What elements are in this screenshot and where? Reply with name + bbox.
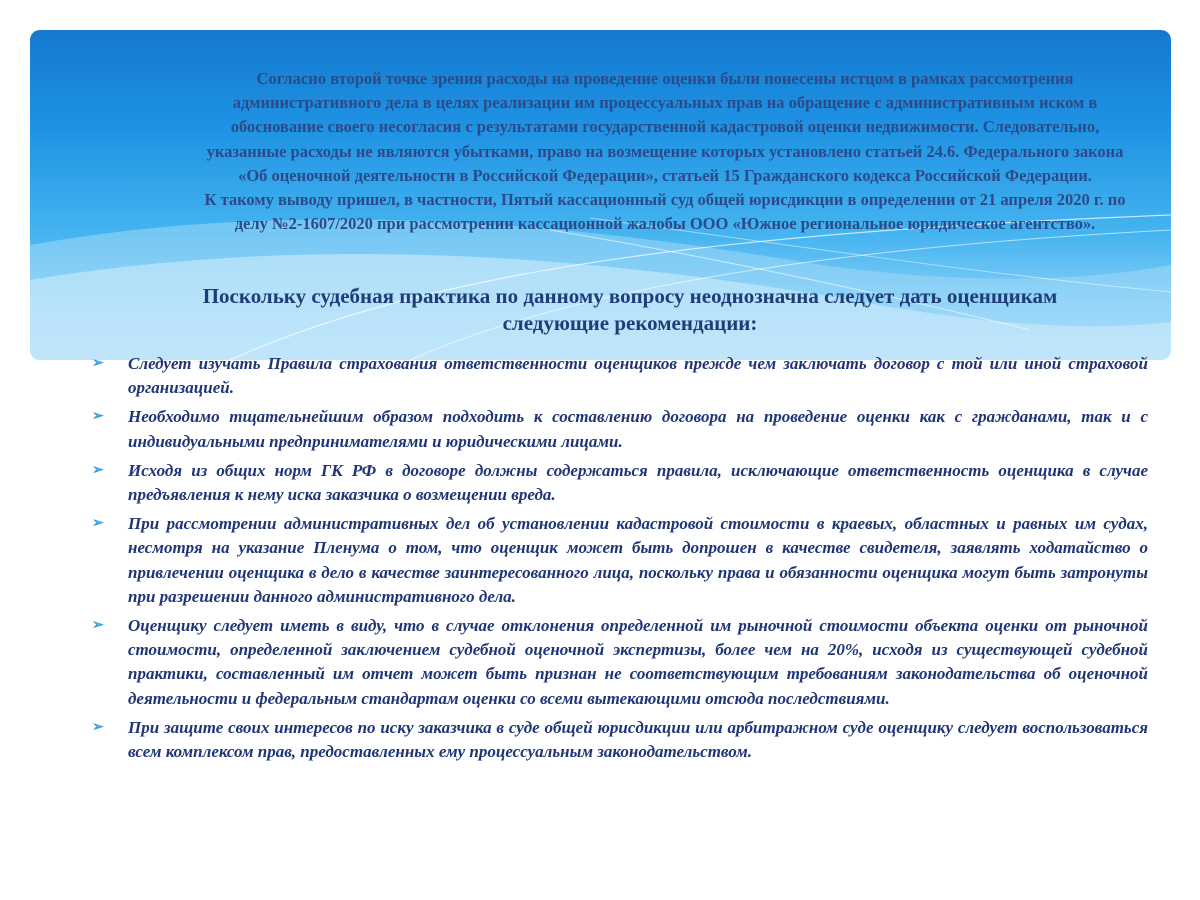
list-item xyxy=(92,716,1148,764)
arrow-bullet-icon: ➢ xyxy=(92,409,104,425)
arrow-bullet-icon: ➢ xyxy=(92,462,104,478)
recommendation-text: При рассмотрении административных дел об установлении кадастровой стоимости в краевых, областных и равных им судах, несмотря на указание Пленума о том, что оценщик может быть допрошен в качестве свидетеля, заявлять ходатайство о привлечении оценщика в дело в качестве заинтересованного лица, поскольку права и обязанности оценщика могут быть затронуты при разрешении данного административного дела. xyxy=(128,514,1148,606)
arrow-bullet-icon: ➢ xyxy=(92,719,104,735)
recommendation-text: Исходя из общих норм ГК РФ в договоре должны содержаться правила, исключающие ответственность оценщика в случае предъявления к нему иска заказчика о возмещении вреда. xyxy=(128,460,1148,505)
intro-paragraph: Согласно второй точке зрения расходы на проведение оценки были понесены истцом в рамках рассмотрения административного дела в целях реализации им процессуальных прав на обращение с административным иском в обоснование своего несогласия с результатами государственной кадастровой оценки недвижимости. Следовательно, указанные расходы не являются убытками, право на возмещение которых установлено статьей 24.6. Федерального закона «Об оценочной деятельности в Российской Федерации», статьей 15 Гражданского кодекса Российской Федерации. xyxy=(206,69,1124,185)
arrow-bullet-icon: ➢ xyxy=(92,618,104,634)
recommendation-text: При защите своих интересов по иску заказчика в суде общей юрисдикции или арбитражном суде оценщику следует воспользоваться всем комплексом прав, предоставленных ему процессуальным законодательством. xyxy=(128,717,1148,762)
recommendation-text: Необходимо тщательнейшим образом подходить к составлению договора на проведение оценки как с гражданами, так и с индивидуальными предпринимателями и юридическими лицами. xyxy=(128,407,1148,451)
recommendation-text: Оценщику следует иметь в виду, что в случае отклонения определенной им рыночной стоимости объекта оценки от рыночной стоимости, определенной заключением судебной оценочной экспертизы, более чем на 20%, исходя из существующей судебной практики, составленный им отчет может быть признан не соответствующим требованиям законодательства об оценочной деятельности и федеральным стандартам оценки со всеми вытекающими отсюда последствиями. xyxy=(128,616,1148,708)
list-item xyxy=(92,512,1148,609)
arrow-bullet-icon: ➢ xyxy=(92,356,104,371)
list-item xyxy=(92,352,1148,400)
arrow-bullet-icon: ➢ xyxy=(92,516,104,532)
list-item xyxy=(92,405,1148,453)
list-item xyxy=(92,614,1148,711)
court-reference-paragraph: К такому выводу пришел, в частности, Пятый кассационный суд общей юрисдикции в определении от 21 апреля 2020 г. по делу №2-1607/2020 при рассмотрении кассационной жалобы ООО «Южное региональное юридическое агентство». xyxy=(204,190,1126,234)
intro-text xyxy=(190,67,1140,236)
list-item xyxy=(92,459,1148,507)
recommendations-list xyxy=(92,352,1148,769)
section-heading: Поскольку судебная практика по данному вопросу неоднозначна следует дать оценщикам следующие рекомендации: xyxy=(202,284,1058,335)
recommendation-text: Следует изучать Правила страхования ответственности оценщиков прежде чем заключать договор с той или иной страховой организацией. xyxy=(128,354,1148,398)
